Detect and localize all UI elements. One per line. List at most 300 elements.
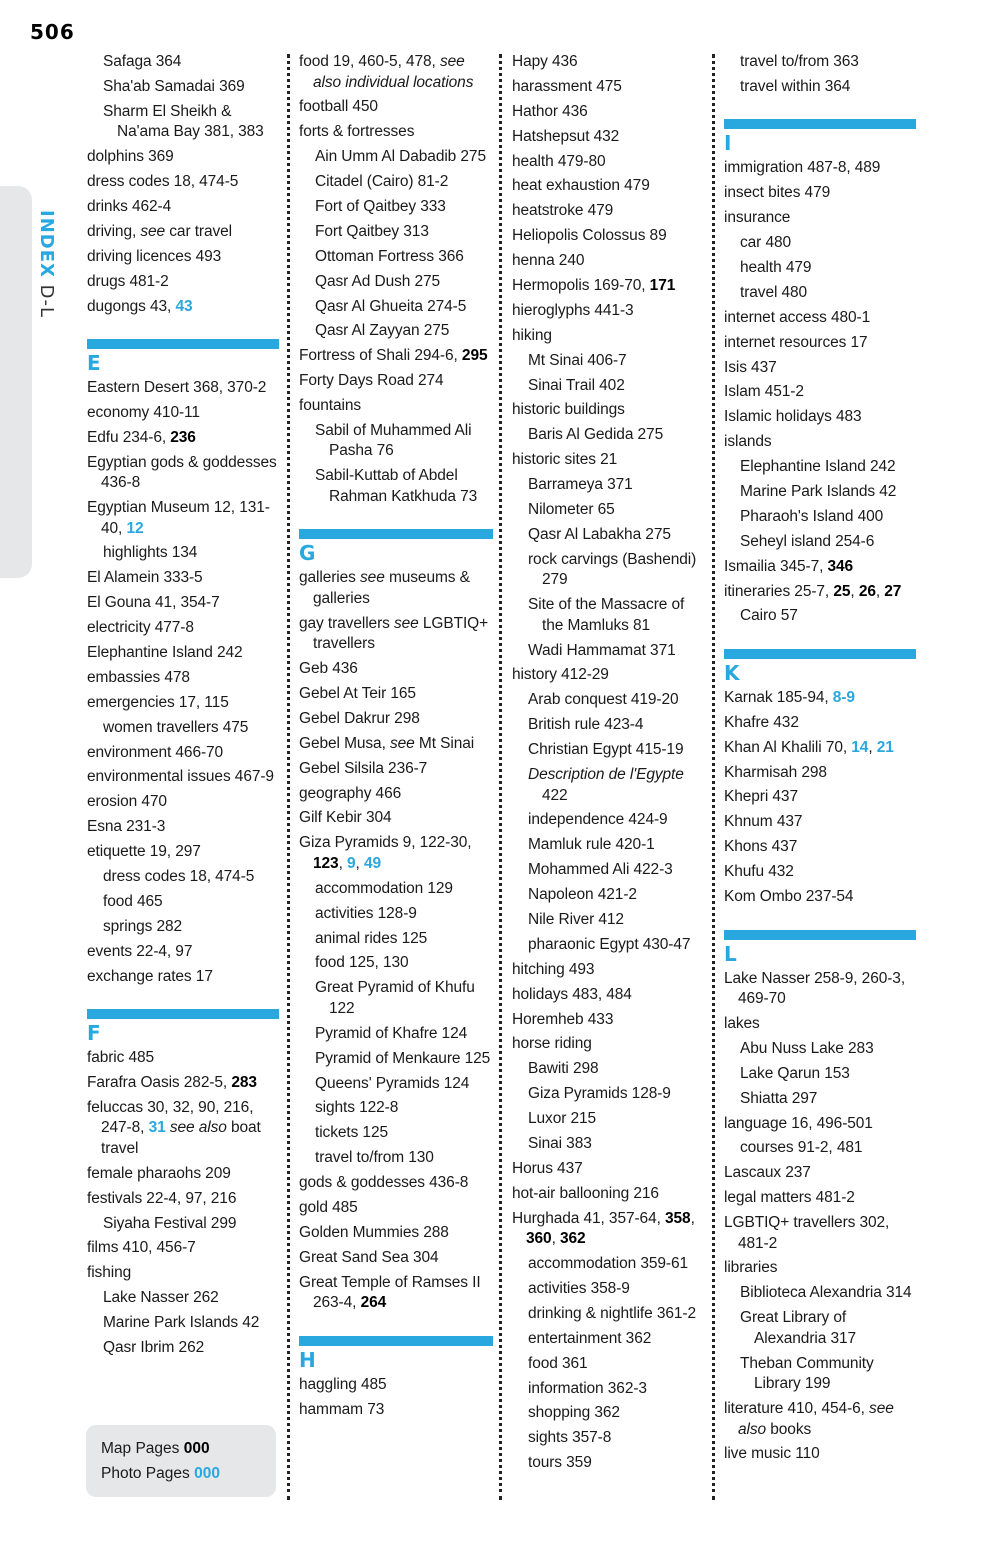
index-subentry	[512, 765, 706, 806]
entry-text: dress codes 18, 474-5	[103, 868, 255, 886]
section-letter: I	[724, 131, 732, 156]
entry-text: information 362-3	[528, 1379, 647, 1397]
entry-text: Baris Al Gedida 275	[528, 426, 664, 444]
index-entry	[512, 77, 706, 98]
photo-page-ref: 43	[175, 297, 193, 315]
entry-text: Luxor 215	[528, 1110, 597, 1128]
index-subentry	[87, 867, 279, 888]
index-entry	[299, 1173, 493, 1194]
entry-text: pharaonic Egypt 430-47	[528, 935, 691, 953]
entry-text: see	[389, 734, 415, 752]
index-entry	[299, 808, 493, 829]
index-entry	[87, 498, 279, 539]
entry-text: Gilf Kebir 304	[299, 809, 392, 827]
index-entry	[299, 1223, 493, 1244]
entry-text: tours 359	[528, 1454, 592, 1472]
index-entry	[512, 1010, 706, 1031]
index-entry	[299, 97, 493, 118]
index-entry	[724, 557, 916, 578]
entry-text: ,	[868, 738, 877, 756]
entry-text: Queens' Pyramids 124	[315, 1074, 470, 1092]
index-subentry	[299, 1123, 493, 1144]
entry-text: geography 466	[299, 784, 402, 802]
index-subentry	[87, 543, 279, 564]
entry-text: shopping 362	[528, 1404, 620, 1422]
index-subentry	[512, 1428, 706, 1449]
entry-text: Mohammed Ali 422-3	[528, 861, 673, 879]
entry-text: Great Library of Alexandria 317	[740, 1309, 857, 1347]
entry-text: sights 357-8	[528, 1429, 612, 1447]
index-entry	[512, 201, 706, 222]
index-subentry	[299, 466, 493, 507]
entry-text: Cairo 57	[740, 607, 798, 625]
index-entry	[87, 247, 279, 268]
index-column-3	[512, 52, 706, 1478]
index-subentry	[87, 718, 279, 739]
entry-text: fabric 485	[87, 1049, 155, 1067]
entry-text: Karnak 185-94,	[724, 688, 833, 706]
entry-text: Pyramid of Khafre 124	[315, 1024, 468, 1042]
index-entry	[512, 326, 706, 347]
photo-page-ref: 49	[363, 854, 381, 872]
entry-text: insurance	[724, 209, 791, 227]
index-entry	[512, 176, 706, 197]
entry-text: Arab conquest 419-20	[528, 691, 679, 709]
entry-text: libraries	[724, 1259, 778, 1277]
section-letter: G	[299, 541, 316, 566]
entry-text: Citadel (Cairo) 81-2	[315, 173, 449, 191]
index-subentry	[299, 1098, 493, 1119]
entry-text: Nilometer 65	[528, 501, 615, 519]
page-type-legend	[86, 1425, 276, 1497]
column-divider	[499, 54, 502, 1500]
entry-text: Horemheb 433	[512, 1010, 614, 1028]
index-subentry	[87, 52, 279, 73]
map-page-ref: 26	[858, 582, 876, 600]
index-subentry	[512, 810, 706, 831]
index-entry	[512, 226, 706, 247]
section-letter: E	[87, 351, 101, 376]
entry-text: henna 240	[512, 252, 585, 270]
entry-text: travel within 364	[740, 77, 851, 95]
entry-text: museums & galleries	[313, 569, 470, 607]
index-subentry	[724, 1354, 916, 1395]
entry-text: drinking & nightlife 361-2	[528, 1304, 697, 1322]
section-bar	[299, 529, 493, 539]
entry-text: Lake Qarun 153	[740, 1064, 850, 1082]
entry-text: drinks 462-4	[87, 197, 172, 215]
map-page-ref: 27	[884, 582, 902, 600]
entry-text: see also individual locations	[313, 53, 474, 91]
entry-text: see also	[738, 1400, 894, 1438]
entry-text: Seheyl island 254-6	[740, 532, 875, 550]
entry-text: hieroglyphs 441-3	[512, 301, 634, 319]
entry-text: erosion 470	[87, 793, 167, 811]
entry-text: Forty Days Road 274	[299, 372, 444, 390]
side-index-keyword: INDEX	[36, 210, 57, 278]
entry-text: fountains	[299, 397, 362, 415]
entry-text: Hermopolis 169-70,	[512, 277, 650, 295]
entry-text: heatstroke 479	[512, 202, 614, 220]
entry-text: etiquette 19, 297	[87, 843, 201, 861]
index-subentry	[87, 1338, 279, 1359]
index-subentry	[299, 978, 493, 1019]
entry-text: dolphins 369	[87, 148, 174, 166]
entry-text: Geb 436	[299, 660, 358, 678]
index-entry	[299, 1400, 493, 1421]
entry-text: Gebel Silsila 236-7	[299, 759, 428, 777]
entry-text: Lake Nasser 262	[103, 1289, 219, 1307]
index-entry	[87, 967, 279, 988]
photo-page-ref: 12	[126, 519, 144, 537]
index-entry	[87, 1238, 279, 1259]
entry-text: activities 358-9	[528, 1279, 630, 1297]
index-entry	[512, 400, 706, 421]
photo-page-ref: 8-9	[832, 688, 855, 706]
index-entry	[512, 1159, 706, 1180]
index-subentry	[87, 77, 279, 98]
entry-text: travel to/from 130	[315, 1149, 434, 1167]
index-subentry	[299, 1024, 493, 1045]
entry-text: car 480	[740, 234, 791, 252]
map-page-ref: 346	[827, 557, 854, 575]
entry-text: immigration 487-8, 489	[724, 159, 881, 177]
entry-text: female pharaohs 209	[87, 1164, 231, 1182]
map-page-ref: 295	[461, 347, 488, 365]
index-entry	[512, 301, 706, 322]
index-subentry	[87, 917, 279, 938]
entry-text: Pharaoh's Island 400	[740, 507, 884, 525]
entry-text: Elephantine Island 242	[740, 458, 896, 476]
index-subentry	[299, 904, 493, 925]
index-entry	[87, 1048, 279, 1069]
entry-text: language 16, 496-501	[724, 1114, 873, 1132]
index-entry	[724, 763, 916, 784]
index-subentry	[299, 321, 493, 342]
entry-text: drugs 481-2	[87, 272, 169, 290]
index-entry	[299, 684, 493, 705]
entry-text: itineraries 25-7,	[724, 582, 834, 600]
map-page-ref: 25	[833, 582, 851, 600]
index-subentry	[87, 892, 279, 913]
entry-text: rock carvings (Bashendi) 279	[528, 550, 697, 589]
column-divider	[287, 54, 290, 1500]
entry-text: films 410, 456-7	[87, 1239, 196, 1257]
entry-text: El Alamein 333-5	[87, 569, 203, 587]
entry-text: Qasr Ibrim 262	[103, 1339, 205, 1357]
index-entry	[512, 127, 706, 148]
entry-text: food 465	[103, 892, 163, 910]
entry-text: entertainment 362	[528, 1329, 652, 1347]
index-subentry	[724, 283, 916, 304]
entry-text: Hurghada 41, 357-64,	[512, 1209, 666, 1227]
entry-text: gold 485	[299, 1198, 358, 1216]
entry-text: hiking	[512, 326, 552, 344]
entry-text: Farafra Oasis 282-5,	[87, 1074, 232, 1091]
index-entry	[299, 396, 493, 417]
index-entry	[724, 688, 916, 709]
index-entry	[299, 346, 493, 367]
entry-text: courses 91-2, 481	[740, 1139, 863, 1157]
index-subentry	[512, 641, 706, 662]
entry-text: harassment 475	[512, 77, 622, 95]
entry-text: accommodation 129	[315, 879, 453, 897]
index-entry	[87, 693, 279, 714]
index-entry	[724, 158, 916, 179]
index-subentry	[512, 740, 706, 761]
legend-map-pages	[86, 1436, 276, 1461]
entry-text: Great Pyramid of Khufu 122	[315, 979, 475, 1017]
index-entry	[512, 1209, 706, 1250]
entry-text: Theban Community Library 199	[740, 1354, 874, 1393]
index-entry	[724, 407, 916, 428]
index-entry	[87, 172, 279, 193]
entry-text: Gebel Dakrur 298	[299, 709, 420, 727]
index-entry	[299, 784, 493, 805]
entry-text: gay travellers	[299, 614, 394, 632]
entry-text: environment 466-70	[87, 743, 224, 761]
entry-text: emergencies 17, 115	[87, 693, 229, 711]
index-entry	[512, 450, 706, 471]
entry-text: boat travel	[101, 1119, 261, 1157]
entry-text: dress codes 18, 474-5	[87, 173, 239, 191]
entry-text: lakes	[724, 1014, 760, 1032]
entry-text: historic sites 21	[512, 451, 618, 469]
entry-text: see also	[169, 1119, 227, 1137]
section-letter: F	[87, 1021, 101, 1046]
index-entry	[87, 428, 279, 449]
entry-text: dugongs 43,	[87, 297, 176, 315]
index-entry	[299, 568, 493, 609]
entry-text: food 125, 130	[315, 954, 409, 972]
entry-text: Qasr Al Labakha 275	[528, 525, 671, 543]
entry-text: Eastern Desert 368, 370-2	[87, 379, 267, 397]
entry-text: El Gouna 41, 354-7	[87, 594, 220, 612]
index-entry	[87, 272, 279, 293]
entry-text: Safaga 364	[103, 53, 182, 70]
entry-text: Site of the Massacre of the Mamluks 81	[528, 596, 685, 634]
entry-text: independence 424-9	[528, 811, 668, 829]
index-entry	[299, 614, 493, 655]
map-page-ref: 123	[313, 854, 339, 872]
entry-text: Description de l'Egypte	[528, 766, 684, 784]
index-subentry	[299, 879, 493, 900]
entry-text: islands	[724, 433, 772, 451]
entry-text: Sinai Trail 402	[528, 376, 625, 394]
index-subentry	[512, 835, 706, 856]
entry-text: Napoleon 421-2	[528, 886, 637, 904]
index-subentry	[299, 1049, 493, 1070]
index-subentry	[724, 77, 916, 98]
entry-text: see	[393, 614, 419, 632]
entry-text: Wadi Hammamat 371	[528, 641, 676, 659]
index-subentry	[512, 1453, 706, 1474]
section-bar	[87, 1009, 279, 1019]
index-subentry	[299, 197, 493, 218]
entry-text: festivals 22-4, 97, 216	[87, 1189, 237, 1207]
index-subentry	[512, 1403, 706, 1424]
index-entry	[87, 792, 279, 813]
index-entry	[87, 668, 279, 689]
index-entry	[724, 582, 916, 603]
index-entry	[87, 743, 279, 764]
index-subentry	[512, 690, 706, 711]
index-entry	[87, 378, 279, 399]
map-page-ref: 171	[649, 277, 676, 295]
entry-text: insect bites 479	[724, 184, 831, 202]
entry-text: Khepri 437	[724, 788, 798, 806]
entry-text: Lascaux 237	[724, 1164, 811, 1182]
entry-text: Khons 437	[724, 838, 798, 856]
entry-text: Ottoman Fortress 366	[315, 247, 464, 265]
index-entry	[87, 618, 279, 639]
index-subentry	[512, 525, 706, 546]
legend-map-label: Map Pages	[101, 1440, 180, 1457]
index-subentry	[512, 376, 706, 397]
entry-text: Giza Pyramids 128-9	[528, 1085, 671, 1103]
photo-page-ref: 9	[346, 854, 356, 872]
entry-text: Qasr Ad Dush 275	[315, 272, 441, 290]
index-subentry	[512, 1059, 706, 1080]
entry-text: Nile River 412	[528, 911, 624, 928]
index-subentry	[512, 935, 706, 956]
index-subentry	[724, 1039, 916, 1060]
entry-text: Sabil-Kuttab of Abdel Rahman Katkhuda 73	[315, 467, 478, 505]
column-divider	[712, 54, 715, 1500]
entry-text: ,	[338, 854, 347, 872]
entry-text: Barrameya 371	[528, 476, 633, 494]
index-entry	[512, 1184, 706, 1205]
index-subentry	[299, 172, 493, 193]
index-entry	[512, 985, 706, 1006]
entry-text: Elephantine Island 242	[87, 644, 243, 662]
index-entry	[87, 942, 279, 963]
section-letter: K	[724, 660, 740, 685]
map-page-ref: 264	[360, 1294, 387, 1312]
index-subentry	[724, 1064, 916, 1085]
entry-text: ,	[850, 582, 859, 600]
entry-text: Christian Egypt 415-19	[528, 741, 684, 759]
entry-text: sights 122-8	[315, 1099, 399, 1117]
entry-text: Islamic holidays 483	[724, 408, 862, 426]
entry-text: Bawiti 298	[528, 1060, 599, 1078]
side-index-label	[36, 210, 57, 318]
entry-text: historic buildings	[512, 401, 625, 419]
entry-text: heat exhaustion 479	[512, 177, 650, 195]
entry-text: Ain Umm Al Dabadib 275	[315, 148, 486, 166]
index-entry	[299, 709, 493, 730]
index-subentry	[512, 595, 706, 636]
entry-text: accommodation 359-61	[528, 1255, 688, 1273]
entry-text: history 412-29	[512, 666, 609, 684]
entry-text: Heliopolis Colossus 89	[512, 227, 667, 245]
index-entry	[87, 593, 279, 614]
index-entry	[724, 382, 916, 403]
entry-text: Kharmisah 298	[724, 763, 827, 781]
entry-text: internet resources 17	[724, 333, 868, 351]
index-subentry	[87, 102, 279, 143]
entry-text: Fort Qaitbey 313	[315, 222, 429, 240]
index-subentry	[724, 1283, 916, 1304]
index-entry	[87, 643, 279, 664]
entry-text: legal matters 481-2	[724, 1189, 855, 1207]
index-column-1	[87, 52, 279, 1363]
entry-text: Abu Nuss Lake 283	[740, 1039, 874, 1057]
index-subentry	[299, 1148, 493, 1169]
photo-page-ref: 14	[851, 738, 869, 756]
index-entry	[87, 222, 279, 243]
index-subentry	[87, 1214, 279, 1235]
entry-text: Great Temple of Ramses II 263-4,	[299, 1273, 481, 1312]
index-subentry	[512, 1084, 706, 1105]
entry-text: internet access 480-1	[724, 308, 871, 326]
index-subentry	[299, 272, 493, 293]
index-subentry	[299, 222, 493, 243]
entry-text: exchange rates 17	[87, 967, 213, 985]
index-entry	[724, 1258, 916, 1279]
legend-photo-pages	[86, 1461, 276, 1486]
entry-text: highlights 134	[103, 544, 198, 562]
entry-text: Fortress of Shali 294-6,	[299, 347, 462, 365]
index-entry	[724, 432, 916, 453]
index-entry	[724, 208, 916, 229]
entry-text: Horus 437	[512, 1159, 583, 1177]
index-entry	[87, 1164, 279, 1185]
index-entry	[724, 713, 916, 734]
index-entry	[87, 568, 279, 589]
entry-text: Lake Nasser 258-9, 260-3, 469-70	[724, 969, 906, 1008]
index-entry	[512, 251, 706, 272]
entry-text: Giza Pyramids 9, 122-30,	[299, 834, 472, 852]
index-entry	[724, 1163, 916, 1184]
entry-text: forts & fortresses	[299, 123, 415, 141]
entry-text: Khnum 437	[724, 813, 803, 831]
entry-text: Qasr Al Ghueita 274-5	[315, 297, 467, 315]
index-subentry	[724, 1089, 916, 1110]
entry-text: Hatshepsut 432	[512, 127, 620, 145]
entry-text: Mamluk rule 420-1	[528, 836, 655, 854]
index-entry	[724, 787, 916, 808]
entry-text: electricity 477-8	[87, 619, 194, 637]
entry-text: 422	[542, 786, 568, 804]
entry-text: British rule 423-4	[528, 716, 644, 734]
index-subentry	[299, 1074, 493, 1095]
entry-text: Pyramid of Menkaure 125	[315, 1049, 491, 1067]
index-entry	[299, 1248, 493, 1269]
index-entry	[512, 276, 706, 297]
index-subentry	[299, 247, 493, 268]
entry-text: food 19, 460-5, 478,	[299, 53, 440, 70]
section-bar	[724, 119, 916, 129]
entry-text: health 479-80	[512, 152, 606, 170]
index-subentry	[512, 1304, 706, 1325]
index-entry	[512, 1034, 706, 1055]
index-entry	[87, 297, 279, 318]
index-entry	[87, 403, 279, 424]
entry-text: literature 410, 454-6,	[724, 1400, 870, 1418]
map-page-ref: 362	[559, 1230, 586, 1248]
entry-text: driving licences 493	[87, 247, 222, 265]
entry-text: Gebel At Teir 165	[299, 685, 416, 703]
index-subentry	[299, 929, 493, 950]
entry-text: Ismailia 345-7,	[724, 557, 828, 575]
entry-text: Marine Park Islands 42	[740, 482, 897, 500]
index-subentry	[724, 1138, 916, 1159]
index-entry	[724, 738, 916, 759]
entry-text: LGBTIQ+ travellers 302, 481-2	[724, 1214, 890, 1252]
index-subentry	[724, 606, 916, 627]
entry-text: see	[140, 222, 166, 240]
